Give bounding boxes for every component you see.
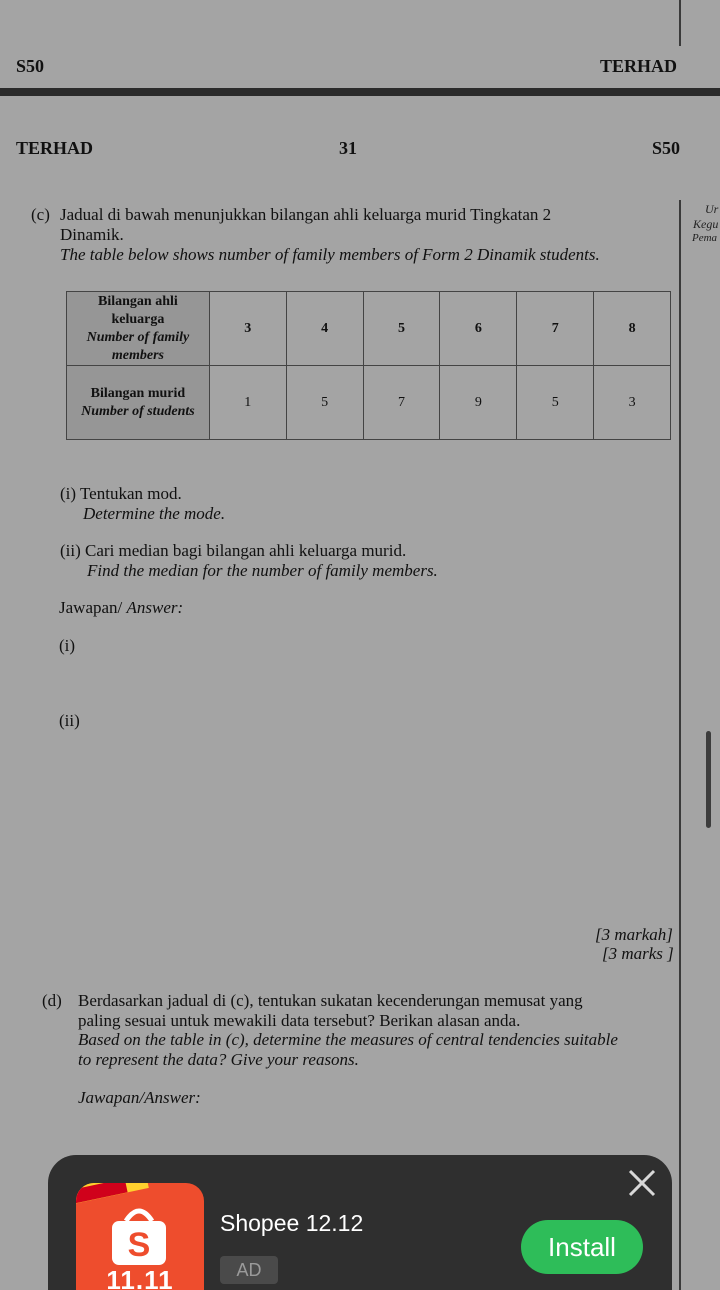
table-cell: 9 (440, 366, 517, 440)
shopee-app-icon[interactable] (76, 1183, 204, 1290)
table-cell: 5 (363, 292, 440, 366)
margin-note-3: Pema (692, 232, 718, 244)
page-code-left: S50 (16, 56, 45, 76)
answer-label-d (78, 1088, 201, 1108)
table-cell: 1 (209, 366, 286, 440)
marks-malay: [3 markah] (595, 925, 673, 944)
table-cell: 3 (209, 292, 286, 366)
answer-i-label: (i) (59, 636, 76, 655)
row-header-malay-a: Bilangan ahli (98, 293, 178, 309)
question-c-malay-1: Jadual di bawah menunjukkan bilangan ahli keluarga murid Tingkatan 2 (60, 205, 552, 224)
ad-badge: AD (220, 1256, 278, 1284)
part-ii-malay: (ii) Cari median bagi bilangan ahli keluarga murid. (60, 541, 407, 560)
table-cell: 8 (594, 292, 671, 366)
question-d-label: (d) (42, 991, 62, 1010)
family-members-table (66, 291, 671, 440)
question-c-english: The table below shows number of family members of Form 2 Dinamik students. (60, 245, 600, 264)
question-d-english-1: Based on the table in (c), determine the measures of central tendencies suitable (78, 1030, 618, 1049)
row-header-english-b: members (111, 347, 164, 363)
part-i-malay: (i) Tentukan mod. (60, 484, 182, 503)
table-cell: 5 (286, 366, 363, 440)
shopping-bag-icon (106, 1205, 172, 1267)
page-divider (0, 88, 720, 96)
section-header-left: TERHAD (16, 138, 94, 158)
answer-ii-label: (ii) (59, 711, 80, 730)
answer-label-english: Answer: (126, 598, 184, 617)
question-d-english-2: to represent the data? Give your reasons. (78, 1050, 359, 1069)
row-header-malay-b: keluarga (111, 311, 165, 327)
ad-banner[interactable] (48, 1155, 672, 1290)
answer-label-malay: Jawapan/ (59, 598, 123, 617)
answer-label-d-malay: Jawapan/ (78, 1088, 145, 1107)
margin-note-2: Kegu (693, 217, 719, 231)
row-header-students (67, 366, 210, 440)
margin-line (679, 200, 681, 1290)
install-button[interactable]: Install (521, 1220, 643, 1274)
question-c-malay-2: Dinamik. (60, 225, 124, 244)
row-header-members (67, 292, 210, 366)
part-i-english: Determine the mode. (83, 504, 226, 523)
page-number: 31 (339, 138, 357, 158)
table-cell: 6 (440, 292, 517, 366)
table-cell: 3 (594, 366, 671, 440)
row-header-students-malay: Bilangan murid (90, 385, 186, 401)
page-header-right: TERHAD (600, 56, 678, 76)
table-cell: 7 (517, 292, 594, 366)
table-cell: 7 (363, 366, 440, 440)
logo-stripe-red (76, 1183, 128, 1205)
section-header-right: S50 (652, 138, 681, 158)
row-header-english-a: Number of family (86, 329, 190, 345)
answer-label-d-english: Answer: (144, 1088, 201, 1107)
answer-label-c (59, 598, 183, 618)
document-scrollbar[interactable] (706, 731, 711, 828)
ad-title[interactable]: Shopee 12.12 (220, 1210, 364, 1236)
table-row-members (67, 292, 671, 366)
question-d-malay-1: Berdasarkan jadual di (c), tentukan sukatan kecenderungan memusat yang (78, 991, 583, 1010)
table-cell: 5 (517, 366, 594, 440)
row-header-students-english: Number of students (81, 403, 195, 419)
table-cell: 4 (286, 292, 363, 366)
logo-promo-text: 11.11 (106, 1265, 174, 1290)
table-row-students (67, 366, 671, 440)
page-edge-line-top (679, 0, 681, 46)
question-d-malay-2: paling sesuai untuk mewakili data tersebut? Berikan alasan anda. (78, 1011, 521, 1030)
logo-letter: S (127, 1226, 151, 1264)
marks-english: [3 marks ] (602, 944, 674, 963)
margin-note-1: Ur (705, 202, 719, 216)
question-c-label: (c) (31, 205, 50, 224)
part-ii-english: Find the median for the number of family members. (87, 561, 438, 580)
close-icon[interactable] (626, 1167, 658, 1199)
